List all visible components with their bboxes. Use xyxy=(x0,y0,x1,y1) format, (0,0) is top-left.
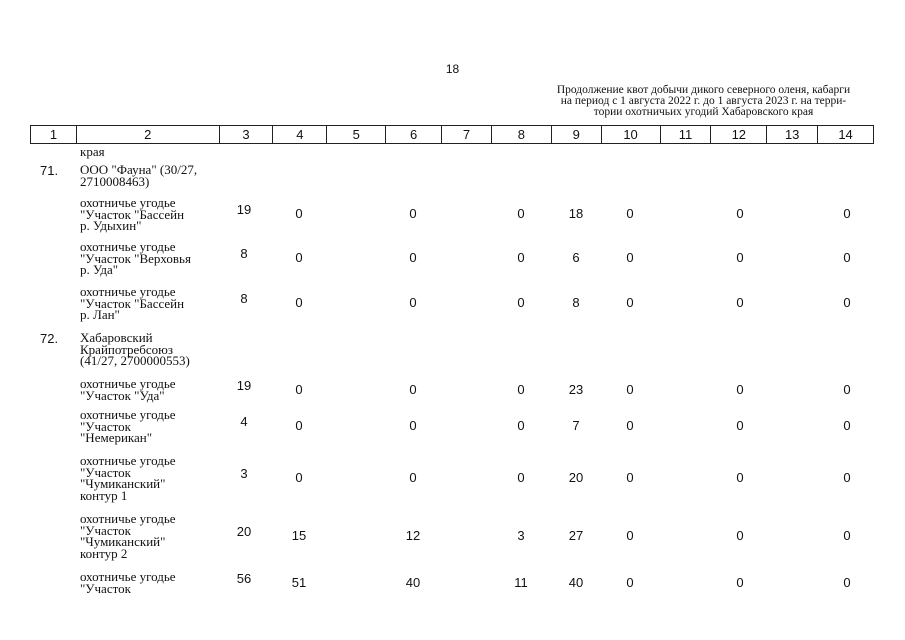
quota-value-col-3: 3 xyxy=(240,466,248,481)
name-line: "Участок xyxy=(80,464,131,480)
name-line: "Участок "Верховья xyxy=(80,250,191,266)
name-line: р. Лан" xyxy=(80,307,120,322)
quota-value-col-4: 0 xyxy=(295,250,303,265)
column-header-6: 6 xyxy=(385,126,441,143)
quota-value-col-8: 0 xyxy=(517,295,525,310)
quota-value-col-8: 0 xyxy=(517,418,525,433)
quota-value-col-10: 0 xyxy=(626,575,634,590)
name-line: "Участок xyxy=(80,522,131,538)
quota-value-col-3: 19 xyxy=(236,378,252,393)
quota-value-col-12: 0 xyxy=(736,470,744,485)
quota-value-col-14: 0 xyxy=(843,418,851,433)
quota-value-col-4: 15 xyxy=(291,528,307,543)
column-header-8: 8 xyxy=(491,126,551,143)
name-line: 2710008463) xyxy=(80,173,150,189)
quota-value-col-8: 3 xyxy=(517,528,525,543)
hunting-ground-name xyxy=(80,455,230,501)
name-line: охотничье угодье xyxy=(80,407,176,422)
hunting-ground-name xyxy=(80,409,230,444)
quota-value-col-14: 0 xyxy=(843,206,851,221)
name-line: р. Удыхин" xyxy=(80,218,142,233)
quota-value-col-4: 0 xyxy=(295,470,303,485)
column-header-5: 5 xyxy=(326,126,385,143)
quota-value-col-6: 0 xyxy=(409,470,417,485)
name-line: р. Уда" xyxy=(80,262,119,277)
quota-value-col-3: 8 xyxy=(240,291,248,306)
hunting-ground-name xyxy=(80,378,230,401)
quota-value-col-8: 0 xyxy=(517,470,525,485)
quota-value-col-8: 0 xyxy=(517,382,525,397)
name-line: "Чумиканский" xyxy=(80,534,166,549)
column-header-7: 7 xyxy=(441,126,491,143)
name-line: охотничье угодье xyxy=(80,195,176,210)
quota-value-col-9: 40 xyxy=(568,575,584,590)
quota-value-col-6: 0 xyxy=(409,418,417,433)
quota-value-col-12: 0 xyxy=(736,382,744,397)
quota-value-col-8: 0 xyxy=(517,250,525,265)
quota-value-col-6: 0 xyxy=(409,250,417,265)
quota-value-col-10: 0 xyxy=(626,382,634,397)
name-line: "Участок xyxy=(80,418,131,434)
quota-value-col-10: 0 xyxy=(626,250,634,265)
name-line: "Участок "Уда" xyxy=(80,387,165,403)
caption-line: тории охотничьих угодий Хабаровского края xyxy=(593,106,814,118)
quota-value-col-6: 0 xyxy=(409,382,417,397)
name-line: охотничье угодье xyxy=(80,239,176,254)
caption-line: на период с 1 августа 2022 г. до 1 августа 2023 г. на терри- xyxy=(560,95,847,107)
caption-line: Продолжение квот добычи дикого северного оленя, кабарги xyxy=(556,84,851,96)
quota-value-col-12: 0 xyxy=(736,250,744,265)
quota-value-col-10: 0 xyxy=(626,470,634,485)
name-line: "Участок "Бассейн xyxy=(80,295,185,311)
name-line: охотничье угодье xyxy=(80,453,176,468)
hunting-ground-name xyxy=(80,241,230,276)
quota-value-col-14: 0 xyxy=(843,470,851,485)
name-line: охотничье угодье xyxy=(80,511,176,526)
hunting-ground-name xyxy=(80,197,230,232)
quota-value-col-9: 18 xyxy=(568,206,584,221)
name-line: Крайпотребсоюз xyxy=(80,341,174,357)
column-header-10: 10 xyxy=(601,126,660,143)
quota-value-col-4: 0 xyxy=(295,206,303,221)
quota-value-col-10: 0 xyxy=(626,528,634,543)
quota-value-col-6: 40 xyxy=(405,575,421,590)
quota-value-col-4: 51 xyxy=(291,575,307,590)
name-line: охотничье угодье xyxy=(80,284,176,299)
quota-value-col-4: 0 xyxy=(295,382,303,397)
hunting-ground-name xyxy=(80,164,230,187)
name-line: края xyxy=(80,144,105,159)
quota-value-col-14: 0 xyxy=(843,382,851,397)
quota-value-col-10: 0 xyxy=(626,206,634,221)
quota-value-col-3: 8 xyxy=(240,246,248,261)
name-line: "Чумиканский" xyxy=(80,476,166,491)
quota-value-col-9: 20 xyxy=(568,470,584,485)
quota-value-col-9: 27 xyxy=(568,528,584,543)
row-number: 71. xyxy=(40,163,59,178)
hunting-ground-name xyxy=(80,286,230,321)
quota-value-col-6: 12 xyxy=(405,528,421,543)
column-header-2: 2 xyxy=(76,126,219,143)
quota-value-col-12: 0 xyxy=(736,528,744,543)
name-line: ООО "Фауна" (30/27, xyxy=(80,162,198,177)
quota-value-col-3: 56 xyxy=(236,571,252,586)
hunting-ground-name xyxy=(80,146,230,158)
quota-value-col-3: 4 xyxy=(240,414,248,429)
quota-value-col-8: 11 xyxy=(514,575,528,590)
hunting-ground-name xyxy=(80,571,230,594)
column-header-3: 3 xyxy=(219,126,273,143)
hunting-ground-name xyxy=(80,332,230,367)
quota-value-col-14: 0 xyxy=(843,575,851,590)
hunting-ground-name xyxy=(80,513,230,559)
column-header-11: 11 xyxy=(660,126,711,143)
name-line: охотничье угодье xyxy=(80,569,176,584)
quota-value-col-8: 0 xyxy=(517,206,525,221)
name-line: (41/27, 2700000553) xyxy=(80,353,190,368)
quota-value-col-12: 0 xyxy=(736,295,744,310)
quota-value-col-4: 0 xyxy=(295,418,303,433)
quota-value-col-12: 0 xyxy=(736,418,744,433)
quota-value-col-10: 0 xyxy=(626,418,634,433)
name-line: охотничье угодье xyxy=(80,376,176,391)
quota-value-col-14: 0 xyxy=(843,528,851,543)
quota-value-col-14: 0 xyxy=(843,295,851,310)
quota-value-col-6: 0 xyxy=(409,295,417,310)
quota-value-col-4: 0 xyxy=(295,295,303,310)
quota-value-col-9: 8 xyxy=(572,295,580,310)
name-line: "Участок xyxy=(80,580,131,596)
quota-value-col-12: 0 xyxy=(736,575,744,590)
row-number: 72. xyxy=(40,331,59,346)
column-header-9: 9 xyxy=(551,126,601,143)
table-header-row xyxy=(30,125,874,144)
quota-value-col-3: 20 xyxy=(236,524,252,539)
page-number: 18 xyxy=(445,62,460,76)
column-header-1: 1 xyxy=(49,127,58,142)
quota-value-col-9: 7 xyxy=(572,418,580,433)
quota-value-col-12: 0 xyxy=(736,206,744,221)
column-header-4: 4 xyxy=(272,126,326,143)
column-header-14: 14 xyxy=(817,126,873,143)
column-header-13: 13 xyxy=(766,126,817,143)
column-header-12: 12 xyxy=(710,126,766,143)
name-line: контур 1 xyxy=(80,487,128,503)
table-caption xyxy=(536,85,871,118)
quota-value-col-9: 23 xyxy=(568,382,584,397)
name-line: "Участок "Бассейн xyxy=(80,206,185,222)
quota-value-col-14: 0 xyxy=(843,250,851,265)
quota-value-col-10: 0 xyxy=(626,295,634,310)
quota-value-col-9: 6 xyxy=(572,250,580,265)
name-line: Хабаровский xyxy=(80,330,153,345)
name-line: контур 2 xyxy=(80,545,128,561)
quota-value-col-6: 0 xyxy=(409,206,417,221)
name-line: "Немерикан" xyxy=(80,430,153,445)
quota-value-col-3: 19 xyxy=(236,202,252,217)
